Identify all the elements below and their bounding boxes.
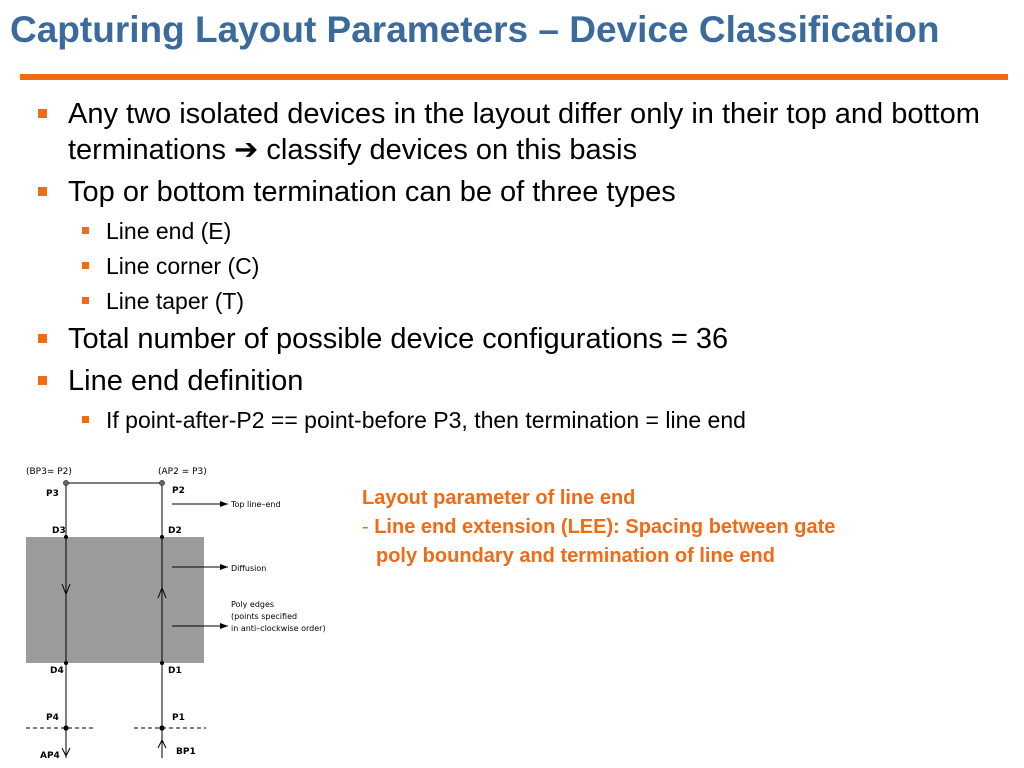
label-d1: D1 [168, 666, 182, 676]
diffusion-region [26, 537, 204, 663]
bullet-text: Total number of possible device configurations = 36 [68, 323, 729, 355]
bullet-marker-icon [38, 109, 47, 118]
point-p1 [159, 725, 164, 730]
bullet-marker-icon [82, 227, 89, 234]
bullet-marker-icon [82, 297, 89, 304]
bullet-marker-icon [38, 187, 47, 196]
sub-bullet-text: Line end (E) [106, 218, 232, 244]
label-d4: D4 [50, 666, 64, 676]
note-line-2: poly boundary and termination of line end [376, 545, 775, 567]
sub-bullet-item [82, 286, 998, 316]
bullet-marker-icon [38, 376, 47, 385]
line-end-diagram [0, 458, 350, 768]
bullet-list [38, 96, 998, 440]
label-bp3: (BP3= P2) [26, 467, 72, 477]
sub-bullet-item [82, 405, 998, 435]
note-heading: Layout parameter of line end [362, 487, 636, 509]
bullet-item [38, 174, 998, 210]
bullet-text: Line end definition [68, 365, 304, 397]
line-end-parameter-note [362, 484, 982, 571]
bullet-marker-icon [38, 334, 47, 343]
point-d1 [160, 661, 164, 665]
note-line [362, 513, 982, 542]
bullet-item [38, 321, 998, 357]
label-d3: D3 [52, 526, 66, 536]
label-poly-edges-note: (points specified [231, 612, 298, 621]
bullet-text: Top or bottom termination can be of three types [68, 176, 676, 208]
point-p3 [63, 480, 68, 485]
label-p2: P2 [172, 486, 185, 496]
label-p1: P1 [172, 713, 185, 723]
label-ap2: (AP2 = P3) [158, 467, 207, 477]
point-p2 [159, 480, 164, 485]
sub-bullet-text: Line taper (T) [106, 288, 245, 314]
bullet-text: Any two isolated devices in the layout differ only in their top and bottom terminations ➔ classify devices on this basis [68, 98, 980, 166]
label-diffusion: Diffusion [231, 564, 267, 573]
note-line-1: Line end extension (LEE): Spacing between gate [374, 516, 836, 538]
label-top-line-end: Top line–end [231, 500, 281, 509]
bullet-item [38, 363, 998, 399]
label-p3: P3 [46, 489, 59, 499]
point-d4 [64, 661, 68, 665]
sub-bullet-text: If point-after-P2 == point-before P3, then termination = line end [106, 407, 746, 433]
sub-bullet-text: Line corner (C) [106, 253, 260, 279]
sub-bullet-item [82, 251, 998, 281]
slide-title: Capturing Layout Parameters – Device Classification [10, 9, 940, 50]
point-d2 [160, 535, 164, 539]
label-poly-edges-order: in anti–clockwise order) [231, 624, 326, 633]
bullet-item [38, 96, 998, 168]
point-p4 [63, 725, 68, 730]
label-p4: P4 [46, 713, 59, 723]
sub-bullet-item [82, 216, 998, 246]
title-divider [20, 74, 1008, 80]
bullet-marker-icon [82, 416, 89, 423]
label-ap4: AP4 [40, 751, 60, 761]
bullet-marker-icon [82, 262, 89, 269]
label-bp1: BP1 [176, 747, 196, 757]
note-dash: - [362, 516, 375, 538]
label-poly-edges: Poly edges [231, 600, 275, 609]
label-d2: D2 [168, 526, 182, 536]
